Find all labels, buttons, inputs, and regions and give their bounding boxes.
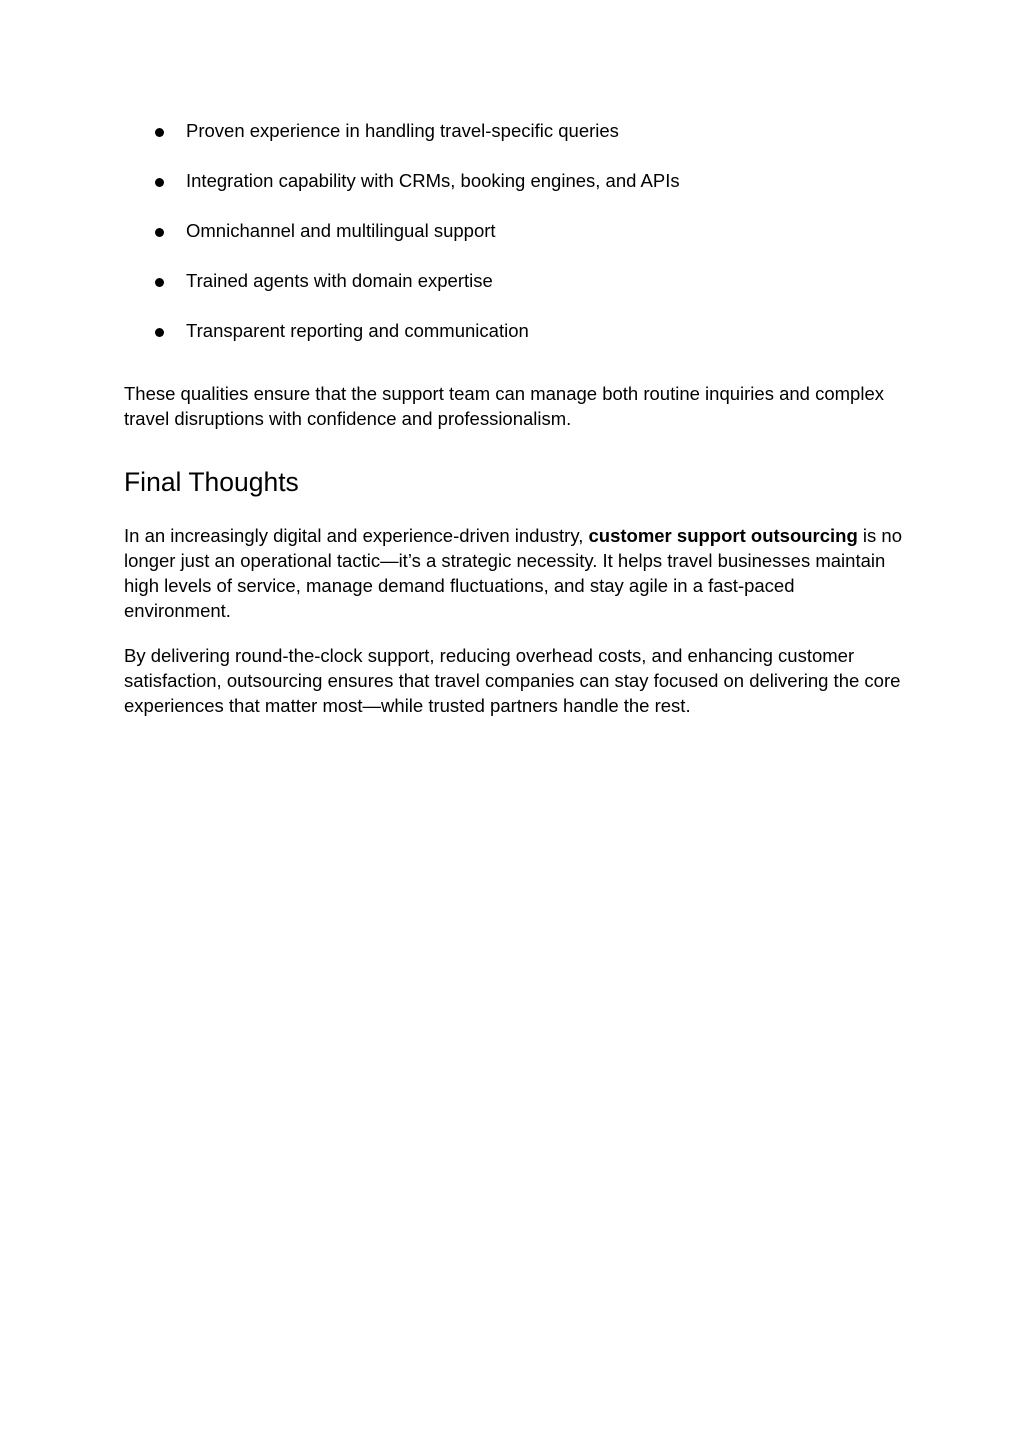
- qualities-bullet-list: [124, 118, 904, 343]
- bullet-text: Transparent reporting and communication: [186, 320, 529, 341]
- bullet-dot-icon: [155, 328, 164, 337]
- bullet-dot-icon: [155, 228, 164, 237]
- bullet-text: Trained agents with domain expertise: [186, 270, 493, 291]
- qualities-paragraph: These qualities ensure that the support team can manage both routine inquiries and complex travel disruptions with confidence and professionalism.: [124, 383, 884, 429]
- bullet-dot-icon: [155, 278, 164, 287]
- final-thoughts-paragraph-2: By delivering round-the-clock support, reducing overhead costs, and enhancing customer satisfaction, outsourcing ensures that travel companies can stay focused on delivering the core experiences that matter most—while trusted partners handle the rest.: [124, 645, 901, 716]
- document-content: [124, 118, 904, 718]
- final-thoughts-heading: Final Thoughts: [124, 467, 299, 497]
- bullet-dot-icon: [155, 128, 164, 137]
- bullet-item: [124, 118, 904, 143]
- bullet-item: [124, 268, 904, 293]
- bullet-item: [124, 318, 904, 343]
- bullet-item: [124, 168, 904, 193]
- bullet-text: Integration capability with CRMs, booking engines, and APIs: [186, 170, 680, 191]
- bullet-dot-icon: [155, 178, 164, 187]
- bullet-text: Omnichannel and multilingual support: [186, 220, 496, 241]
- paragraph-text-end: is no longer just an operational tactic—it’s a strategic necessity. It helps travel businesses maintain high levels of service, manage demand fluctuations, and stay agile in a fast-paced environment.: [124, 525, 902, 621]
- final-thoughts-paragraph-1: [124, 523, 904, 623]
- bullet-item: [124, 218, 904, 243]
- bullet-text: Proven experience in handling travel-specific queries: [186, 120, 619, 141]
- bold-keyword: customer support outsourcing: [588, 525, 858, 546]
- paragraph-text-start: In an increasingly digital and experience-driven industry,: [124, 525, 589, 546]
